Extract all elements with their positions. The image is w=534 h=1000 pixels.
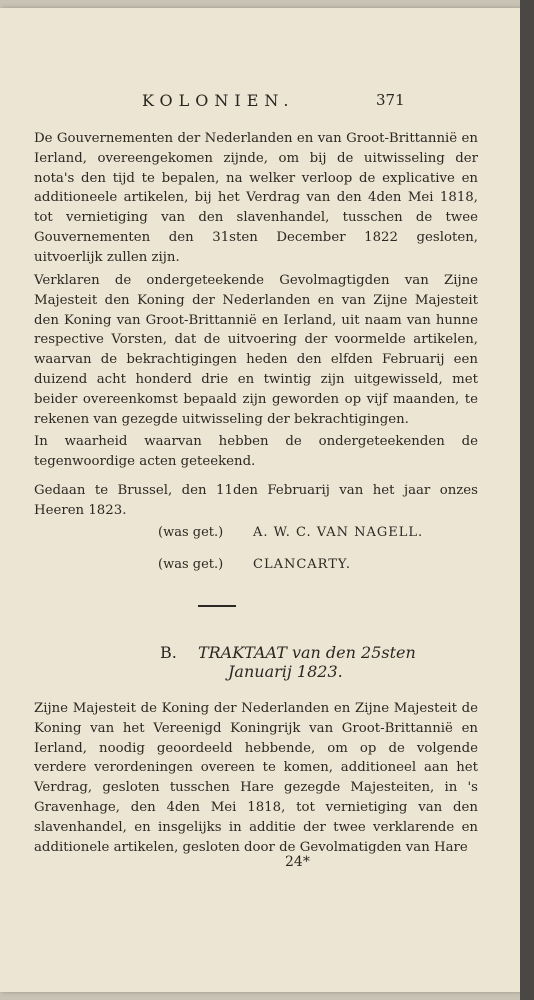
section-title-line2: Januarij 1823. <box>228 662 343 681</box>
section-letter: B. <box>160 643 177 662</box>
paragraph-text: In waarheid waarvan hebben de ondergeteekenden de tegenwoordige acten geteekend. <box>34 434 478 469</box>
running-title: KOLONIEN. <box>142 91 295 110</box>
signature-name-1: A. W. C. VAN NAGELL. <box>253 525 424 540</box>
book-page <box>0 8 520 992</box>
paragraph-text: De Gouvernementen der Nederlanden en van Groot-Brittannië en Ierland, overeengekomen zijnde, om bij de uitwisseling der nota's den tijd te bepalen, na welker verloop de explicative en additioneele artikelen, bij het Verdrag van den 4den Mei 1818, tot vernietiging van den slavenhandel, tusschen de twee Gouvernementen den 31sten December 1822 gesloten, uitvoerlijk zullen zijn. <box>34 131 478 265</box>
paragraph-text: Verklaren de ondergeteekende Gevolmagtigden van Zijne Majesteit den Koning der Nederlanden en van Zijne Majesteit den Koning van Groot-Brittannië en Ierland, uit naam van hunne respective Vorsten, dat de uitvoering der voormelde artikelen, waarvan de bekrachtigingen heden den elfden Februarij een duizend acht honderd drie en twintig zijn uitgewisseld, met beider overeenkomst bepaald zijn geworden op vijf maanden, te rekenen van gezegde uitwisseling der bekrachtigingen. <box>34 273 478 427</box>
page-number: 371 <box>376 91 405 109</box>
dated-line <box>34 481 478 521</box>
paragraph-2 <box>34 271 478 429</box>
section-paragraph <box>34 699 478 857</box>
catchword: 24* <box>285 854 310 870</box>
signature-mark-1: (was get.) <box>158 525 224 540</box>
paragraph-text: Zijne Majesteit de Koning der Nederlanden en Zijne Majesteit de Koning van het Vereenigd Koningrijk van Groot-Brittannië en Ierland, noodig geoordeeld hebbende, om op de volgende verdere verordeningen overeen te komen, additioneel aan het Verdrag, gesloten tusschen Hare gezegde Majesteiten, in 's Gravenhage, den 4den Mei 1818, tot vernietiging van den slavenhandel, en insgelijks in additie der twee verklarende en additionele artikelen, gesloten door de Gevolmatigden van Hare <box>34 701 478 855</box>
signature-name-2: CLANCARTY. <box>253 557 351 572</box>
section-title-line1: TRAKTAAT van den 25sten <box>197 643 416 662</box>
book-edge <box>520 0 534 1000</box>
dated-text: Gedaan te Brussel, den 11den Februarij van het jaar onzes Heeren 1823. <box>34 483 478 518</box>
signature-mark-2: (was get.) <box>158 557 224 572</box>
running-header <box>0 91 520 111</box>
paragraph-3 <box>34 432 478 472</box>
section-heading <box>160 643 416 662</box>
divider-rule <box>198 605 236 607</box>
paragraph-1 <box>34 129 478 268</box>
